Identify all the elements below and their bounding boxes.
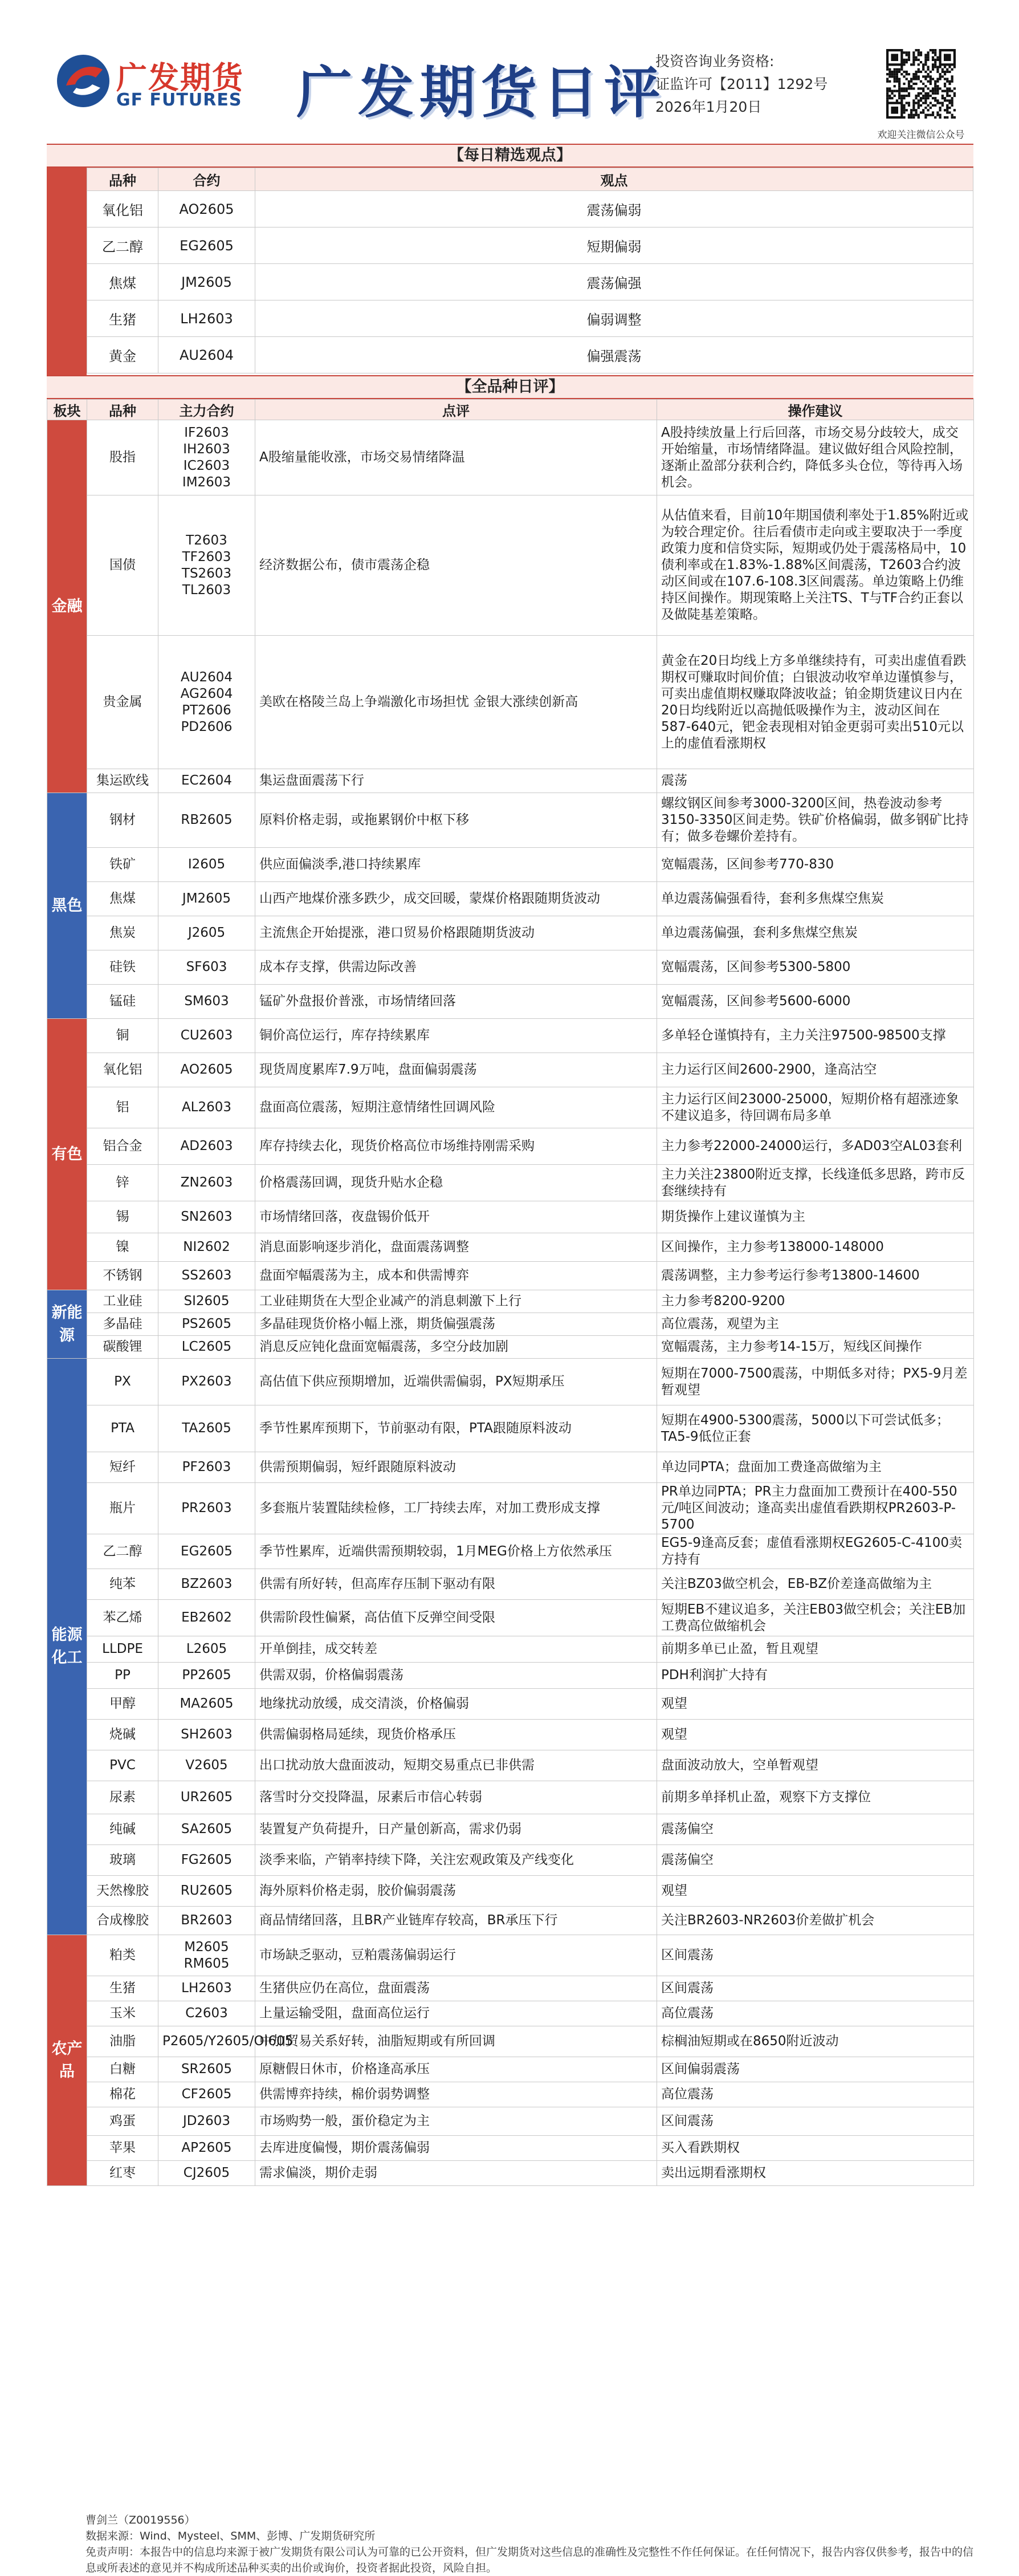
review-product: 锌 <box>87 1165 158 1201</box>
logo-chinese-name: 广发期货 <box>116 60 244 96</box>
review-row <box>47 1233 974 1262</box>
review-product: 工业硅 <box>87 1290 158 1313</box>
review-advice: 宽幅震荡，区间参考5300-5800 <box>657 950 974 985</box>
review-comment: 多套瓶片装置陆续检修，工厂持续去库，对加工费形成支撑 <box>255 1483 657 1534</box>
sector-label: 新能源 <box>47 1290 87 1359</box>
review-product: LLDPE <box>87 1636 158 1663</box>
daily-picks-header-row <box>87 168 973 191</box>
column-header: 点评 <box>255 400 657 420</box>
review-product: 乙二醇 <box>87 1534 158 1569</box>
review-advice: 主力参考22000-24000运行，多AD03空AL03套利 <box>657 1128 974 1165</box>
review-row <box>47 1128 974 1165</box>
review-product: 纯苯 <box>87 1569 158 1600</box>
daily-picks-title: 【每日精选观点】 <box>47 144 973 168</box>
review-row <box>47 1165 974 1201</box>
sector-label: 农产品 <box>47 1935 87 2186</box>
review-advice: 期货操作上建议谨慎为主 <box>657 1201 974 1233</box>
review-comment: 价格震荡回调，现货升贴水企稳 <box>255 1165 657 1201</box>
license-line: 投资咨询业务资格: <box>655 53 775 70</box>
review-contract: UR2605 <box>158 1781 255 1814</box>
review-advice: 宽幅震荡，主力参考14-15万，短线区间操作 <box>657 1336 974 1359</box>
review-comment: 山西产地煤价涨多跌少，成交回暖，蒙煤价格跟随期货波动 <box>255 882 657 916</box>
review-product: 玻璃 <box>87 1845 158 1876</box>
review-product: 镍 <box>87 1233 158 1262</box>
all-review-table <box>47 399 974 2186</box>
review-contract: SI2605 <box>158 1290 255 1313</box>
review-row <box>47 2082 974 2107</box>
review-contract: PR2603 <box>158 1483 255 1534</box>
pick-contract: AO2605 <box>158 191 255 227</box>
pick-row <box>87 264 973 300</box>
review-comment: 主流焦企开始提涨，港口贸易价格跟随期货波动 <box>255 916 657 950</box>
review-contract: I2605 <box>158 848 255 882</box>
review-product: 集运欧线 <box>87 769 158 793</box>
review-product: 股指 <box>87 420 158 495</box>
review-contract: BR2603 <box>158 1907 255 1935</box>
report-date: 2026年1月20日 <box>655 99 762 115</box>
all-review-title: 【全品种日评】 <box>47 375 973 399</box>
review-advice: 区间偏弱震荡 <box>657 2057 974 2082</box>
review-contract: SM603 <box>158 985 255 1019</box>
report-title: 广发期货日评 <box>296 60 666 125</box>
review-contract: RB2605 <box>158 793 255 848</box>
review-product: 白糖 <box>87 2057 158 2082</box>
pick-view: 震荡偏强 <box>255 264 973 300</box>
review-advice: 宽幅震荡，区间参考5600-6000 <box>657 985 974 1019</box>
sector-label: 能源化工 <box>47 1359 87 1935</box>
daily-picks-side-band <box>47 168 87 375</box>
review-product: 硅铁 <box>87 950 158 985</box>
review-row <box>47 1976 974 2001</box>
review-row <box>47 793 974 848</box>
review-advice: 高位震荡 <box>657 2082 974 2107</box>
review-contract: M2605 RM605 <box>158 1935 255 1976</box>
review-advice: PDH利润扩大持有 <box>657 1663 974 1689</box>
review-advice: 多单轻仓谨慎持有，主力关注97500-98500支撑 <box>657 1019 974 1053</box>
review-row <box>47 2161 974 2186</box>
review-comment: A股缩量能收涨，市场交易情绪降温 <box>255 420 657 495</box>
review-row <box>47 985 974 1019</box>
review-advice: 震荡偏空 <box>657 1845 974 1876</box>
review-comment: 海外原料价格走弱，胶价偏弱震荡 <box>255 1876 657 1907</box>
review-product: 油脂 <box>87 2026 158 2057</box>
sector-label: 黑色 <box>47 793 87 1019</box>
review-product: 合成橡胶 <box>87 1907 158 1935</box>
review-comment: 去库进度偏慢，期价震荡偏弱 <box>255 2136 657 2161</box>
review-row <box>47 420 974 495</box>
review-contract: AL2603 <box>158 1087 255 1128</box>
review-advice: 卖出远期看涨期权 <box>657 2161 974 2186</box>
review-comment: 供应面偏淡季,港口持续累库 <box>255 848 657 882</box>
review-contract: SR2605 <box>158 2057 255 2082</box>
pick-contract: JM2605 <box>158 264 255 300</box>
pick-product: 乙二醇 <box>87 227 158 264</box>
review-comment: 铜价高位运行，库存持续累库 <box>255 1019 657 1053</box>
review-row <box>47 1600 974 1636</box>
review-advice: 黄金在20日均线上方多单继续持有，可卖出虚值看跌期权可赚取时间价值；白银波动收窄单边谨慎参与，可卖出虚值期权赚取降波收益；铂金期货建议日内在20日均线附近以高抛低吸操作为主，波动区间在587-640元，钯金表现相对铂金更弱可卖出510元以上的虚值看涨期权 <box>657 636 974 769</box>
review-row <box>47 1313 974 1336</box>
review-product: PVC <box>87 1750 158 1781</box>
review-product: 贵金属 <box>87 636 158 769</box>
review-advice: 高位震荡，观望为主 <box>657 1313 974 1336</box>
review-advice: 主力运行区间23000-25000，短期价格有超涨迹象不建议追多，待回调布局多单 <box>657 1087 974 1128</box>
pick-row <box>87 227 973 264</box>
review-row <box>47 636 974 769</box>
review-contract: SA2605 <box>158 1814 255 1845</box>
review-advice: 前期多单择机止盈，观察下方支撑位 <box>657 1781 974 1814</box>
pick-product: 氧化铝 <box>87 191 158 227</box>
review-product: 多晶硅 <box>87 1313 158 1336</box>
pick-view: 偏强震荡 <box>255 337 973 373</box>
review-row <box>47 1290 974 1313</box>
review-advice: 关注BZ03做空机会，EB-BZ价差逢高做缩为主 <box>657 1569 974 1600</box>
gf-futures-logo <box>55 52 305 115</box>
review-advice: 区间操作，主力参考138000-148000 <box>657 1233 974 1262</box>
review-contract: EC2604 <box>158 769 255 793</box>
review-row <box>47 769 974 793</box>
review-contract: CU2603 <box>158 1019 255 1053</box>
review-comment: 季节性累库，近端供需预期较弱，1月MEG价格上方依然承压 <box>255 1534 657 1569</box>
review-advice: EG5-9逢高反套；虚值看涨期权EG2605-C-4100卖方持有 <box>657 1534 974 1569</box>
review-row <box>47 1452 974 1483</box>
review-contract: CF2605 <box>158 2082 255 2107</box>
review-contract: MA2605 <box>158 1689 255 1720</box>
review-product: 苯乙烯 <box>87 1600 158 1636</box>
review-advice: 高位震荡 <box>657 2001 974 2026</box>
review-product: 纯碱 <box>87 1814 158 1845</box>
review-row <box>47 1262 974 1290</box>
review-product: 苹果 <box>87 2136 158 2161</box>
review-contract: PP2605 <box>158 1663 255 1689</box>
review-product: 鸡蛋 <box>87 2107 158 2136</box>
review-product: 国债 <box>87 495 158 636</box>
review-advice: 从估值来看，目前10年期国债利率处于1.85%附近或为较合理定价。往后看债市走向或主要取决于一季度政策力度和信贷实际，短期或仍处于震荡格局中，10债利率或在1.83%-1.88%区间震荡，T2603合约波动区间或在107.6-108.3区间震荡。单边策略上仍维持区间操作。期现策略上关注TS、T与TF合约正套以及做陡基差策略。 <box>657 495 974 636</box>
review-advice: 单边震荡偏强看待，套利多焦煤空焦炭 <box>657 882 974 916</box>
review-comment: 多晶硅现货价格小幅上涨，期货偏强震荡 <box>255 1313 657 1336</box>
review-row <box>47 1201 974 1233</box>
review-comment: 季节性累库预期下，节前驱动有限，PTA跟随原料波动 <box>255 1405 657 1452</box>
review-row <box>47 1689 974 1720</box>
review-contract: CJ2605 <box>158 2161 255 2186</box>
review-advice: 观望 <box>657 1689 974 1720</box>
review-advice: 短期在7000-7500震荡，中期低多对待；PX5-9月差暂观望 <box>657 1359 974 1405</box>
column-header: 板块 <box>47 400 87 420</box>
review-contract: PS2605 <box>158 1313 255 1336</box>
review-advice: 螺纹钢区间参考3000-3200区间，热卷波动参考3150-3350区间走势。铁矿价格偏弱，做多钢矿比持有；做多卷螺价差持有。 <box>657 793 974 848</box>
footer-source: 数据来源：Wind、Mysteel、SMM、彭博、广发期货研究所 <box>85 2530 376 2542</box>
review-contract: AO2605 <box>158 1053 255 1087</box>
review-row <box>47 1087 974 1128</box>
review-row <box>47 1935 974 1976</box>
review-row <box>47 2136 974 2161</box>
review-comment: 供需有所好转，但高库存压制下驱动有限 <box>255 1569 657 1600</box>
review-advice: 主力关注23800附近支撑，长线逢低多思路，跨市反套继续持有 <box>657 1165 974 1201</box>
review-comment: 市场缺乏驱动，豆粕震荡偏弱运行 <box>255 1935 657 1976</box>
review-product: 铁矿 <box>87 848 158 882</box>
review-advice: 主力参考8200-9200 <box>657 1290 974 1313</box>
review-advice: 宽幅震荡，区间参考770-830 <box>657 848 974 882</box>
review-contract: NI2602 <box>158 1233 255 1262</box>
pick-contract: EG2605 <box>158 227 255 264</box>
review-contract: ZN2603 <box>158 1165 255 1201</box>
review-advice: 短期在4900-5300震荡，5000以下可尝试低多；TA5-9低位正套 <box>657 1405 974 1452</box>
all-review-header-row <box>47 400 974 420</box>
review-contract: AU2604 AG2604 PT2606 PD2606 <box>158 636 255 769</box>
review-advice: 盘面波动放大，空单暂观望 <box>657 1750 974 1781</box>
review-product: PTA <box>87 1405 158 1452</box>
pick-product: 生猪 <box>87 300 158 337</box>
review-product: 焦煤 <box>87 882 158 916</box>
review-comment: 工业硅期货在大型企业减产的消息刺激下上行 <box>255 1290 657 1313</box>
sector-label: 金融 <box>47 420 87 793</box>
review-row <box>47 1750 974 1781</box>
review-comment: 落雪时分交投降温，尿素后市信心转弱 <box>255 1781 657 1814</box>
review-row <box>47 1814 974 1845</box>
review-comment: 需求偏淡，期价走弱 <box>255 2161 657 2186</box>
column-header: 品种 <box>87 168 158 191</box>
review-contract: C2603 <box>158 2001 255 2026</box>
review-contract: T2603 TF2603 TS2603 TL2603 <box>158 495 255 636</box>
review-product: PX <box>87 1359 158 1405</box>
review-row <box>47 1907 974 1935</box>
review-row <box>47 1483 974 1534</box>
review-advice: 震荡 <box>657 769 974 793</box>
column-header: 操作建议 <box>657 400 974 420</box>
review-row <box>47 1569 974 1600</box>
review-product: 铜 <box>87 1019 158 1053</box>
review-row <box>47 1636 974 1663</box>
review-product: 铝合金 <box>87 1128 158 1165</box>
review-contract: PF2603 <box>158 1452 255 1483</box>
review-row <box>47 1336 974 1359</box>
review-contract: TA2605 <box>158 1405 255 1452</box>
review-row <box>47 2107 974 2136</box>
review-comment: 消息反应钝化盘面宽幅震荡，多空分歧加剧 <box>255 1336 657 1359</box>
review-advice: 关注BR2603-NR2603价差做扩机会 <box>657 1907 974 1935</box>
review-product: PP <box>87 1663 158 1689</box>
review-contract: EB2602 <box>158 1600 255 1636</box>
review-comment: 盘面窄幅震荡为主，成本和供需博弈 <box>255 1262 657 1290</box>
logo-english-name: GF FUTURES <box>116 90 242 110</box>
review-product: 生猪 <box>87 1976 158 2001</box>
pick-product: 黄金 <box>87 337 158 373</box>
review-product: 甲醇 <box>87 1689 158 1720</box>
review-product: 不锈钢 <box>87 1262 158 1290</box>
review-comment: 出口扰动放大盘面波动，短期交易重点已非供需 <box>255 1750 657 1781</box>
pick-view: 震荡偏弱 <box>255 191 973 227</box>
review-contract: AD2603 <box>158 1128 255 1165</box>
review-contract: IF2603 IH2603 IC2603 IM2603 <box>158 420 255 495</box>
review-comment: 原糖假日休市，价格逢高承压 <box>255 2057 657 2082</box>
review-comment: 消息面影响逐步消化，盘面震荡调整 <box>255 1233 657 1262</box>
review-product: 铝 <box>87 1087 158 1128</box>
review-contract: JM2605 <box>158 882 255 916</box>
review-advice: 买入看跌期权 <box>657 2136 974 2161</box>
pick-row <box>87 337 973 373</box>
review-comment: 高估值下供应预期增加，近端供需偏弱，PX短期承压 <box>255 1359 657 1405</box>
review-advice: 区间震荡 <box>657 2107 974 2136</box>
sector-label: 有色 <box>47 1019 87 1290</box>
column-header: 品种 <box>87 400 158 420</box>
review-row <box>47 2057 974 2082</box>
license-info <box>655 50 828 119</box>
review-row <box>47 1534 974 1569</box>
review-comment: 供需偏弱格局延续，现货价格承压 <box>255 1720 657 1750</box>
review-advice: 短期EB不建议追多，关注EB03做空机会；关注EB加工费高位做缩机会 <box>657 1600 974 1636</box>
review-product: 红枣 <box>87 2161 158 2186</box>
gf-logo-icon <box>55 52 112 109</box>
review-comment: 供需博弈持续，棉价弱势调整 <box>255 2082 657 2107</box>
review-contract: BZ2603 <box>158 1569 255 1600</box>
footer-author: 曹剑兰（Z0019556） <box>85 2514 195 2526</box>
review-comment: 中加贸易关系好转，油脂短期或有所回调 <box>255 2026 657 2057</box>
review-contract: JD2603 <box>158 2107 255 2136</box>
review-contract: PX2603 <box>158 1359 255 1405</box>
pick-contract: AU2604 <box>158 337 255 373</box>
review-contract: SN2603 <box>158 1201 255 1233</box>
review-advice: 区间震荡 <box>657 1935 974 1976</box>
review-advice: 观望 <box>657 1876 974 1907</box>
wechat-qr-code-icon[interactable] <box>886 49 956 119</box>
qr-caption: 欢迎关注微信公众号 <box>877 129 965 141</box>
review-comment: 美欧在格陵兰岛上争端激化市场担忧 金银大涨续创新高 <box>255 636 657 769</box>
review-advice: 主力运行区间2600-2900，逢高沽空 <box>657 1053 974 1087</box>
review-row <box>47 916 974 950</box>
column-header: 主力合约 <box>158 400 255 420</box>
review-comment: 市场情绪回落，夜盘锡价低开 <box>255 1201 657 1233</box>
review-contract: P2605/Y2605/OI605 <box>158 2026 255 2057</box>
review-contract: SH2603 <box>158 1720 255 1750</box>
review-comment: 盘面高位震荡，短期注意情绪性回调风险 <box>255 1087 657 1128</box>
review-product: 玉米 <box>87 2001 158 2026</box>
review-row <box>47 848 974 882</box>
review-comment: 生猪供应仍在高位，盘面震荡 <box>255 1976 657 2001</box>
review-advice: 单边同PTA；盘面加工费逢高做缩为主 <box>657 1452 974 1483</box>
column-header: 观点 <box>255 168 973 191</box>
review-comment: 商品情绪回落，且BR产业链库存较高，BR承压下行 <box>255 1907 657 1935</box>
review-comment: 供需阶段性偏紧，高估值下反弹空间受限 <box>255 1600 657 1636</box>
review-contract: SS2603 <box>158 1262 255 1290</box>
review-comment: 集运盘面震荡下行 <box>255 769 657 793</box>
review-row <box>47 2026 974 2057</box>
review-row <box>47 882 974 916</box>
review-comment: 地缘扰动放缓，成交清淡，价格偏弱 <box>255 1689 657 1720</box>
review-product: 锡 <box>87 1201 158 1233</box>
review-advice: 单边震荡偏强，套利多焦煤空焦炭 <box>657 916 974 950</box>
review-contract: SF603 <box>158 950 255 985</box>
review-advice: A股持续放量上行后回落，市场交易分歧较大，成交开始缩量，市场情绪降温。建议做好组合风险控制，逐渐止盈部分获利合约，降低多头仓位，等待再入场机会。 <box>657 420 974 495</box>
report-header <box>0 0 1019 143</box>
review-row <box>47 1720 974 1750</box>
pick-product: 焦煤 <box>87 264 158 300</box>
column-header: 合约 <box>158 168 255 191</box>
review-product: 粕类 <box>87 1935 158 1976</box>
review-product: 氧化铝 <box>87 1053 158 1087</box>
review-contract: EG2605 <box>158 1534 255 1569</box>
review-comment: 装置复产负荷提升，日产量创新高，需求仍弱 <box>255 1814 657 1845</box>
review-contract: AP2605 <box>158 2136 255 2161</box>
review-comment: 库存持续去化，现货价格高位市场维持刚需采购 <box>255 1128 657 1165</box>
review-row <box>47 1781 974 1814</box>
review-row <box>47 1663 974 1689</box>
review-advice: PR单边同PTA；PR主力盘面加工费预计在400-550元/吨区间波动；逢高卖出虚值看跌期权PR2603-P-5700 <box>657 1483 974 1534</box>
review-advice: 棕榈油短期或在8650附近波动 <box>657 2026 974 2057</box>
review-contract: RU2605 <box>158 1876 255 1907</box>
review-product: 烧碱 <box>87 1720 158 1750</box>
pick-row <box>87 300 973 337</box>
review-product: 棉花 <box>87 2082 158 2107</box>
pick-row <box>87 191 973 227</box>
review-contract: J2605 <box>158 916 255 950</box>
review-comment: 淡季来临，产销率持续下降，关注宏观政策及产线变化 <box>255 1845 657 1876</box>
pick-view: 偏弱调整 <box>255 300 973 337</box>
review-contract: FG2605 <box>158 1845 255 1876</box>
review-row <box>47 1053 974 1087</box>
review-comment: 市场购势一般，蛋价稳定为主 <box>255 2107 657 2136</box>
review-contract: LH2603 <box>158 1976 255 2001</box>
review-contract: L2605 <box>158 1636 255 1663</box>
review-row <box>47 495 974 636</box>
review-advice: 前期多单已止盈，暂且观望 <box>657 1636 974 1663</box>
pick-contract: LH2603 <box>158 300 255 337</box>
review-comment: 锰矿外盘报价普涨，市场情绪回落 <box>255 985 657 1019</box>
review-contract: LC2605 <box>158 1336 255 1359</box>
review-comment: 上量运输受阻，盘面高位运行 <box>255 2001 657 2026</box>
review-product: 锰硅 <box>87 985 158 1019</box>
review-row <box>47 1845 974 1876</box>
review-row <box>47 2001 974 2026</box>
review-contract: V2605 <box>158 1750 255 1781</box>
review-row <box>47 1405 974 1452</box>
review-comment: 开单倒挂，成交转差 <box>255 1636 657 1663</box>
footer <box>85 2512 975 2576</box>
review-product: 焦炭 <box>87 916 158 950</box>
review-product: 钢材 <box>87 793 158 848</box>
review-product: 尿素 <box>87 1781 158 1814</box>
review-comment: 成本存支撑，供需边际改善 <box>255 950 657 985</box>
review-comment: 供需预期偏弱，短纤跟随原料波动 <box>255 1452 657 1483</box>
review-advice: 区间震荡 <box>657 1976 974 2001</box>
review-comment: 供需双弱，价格偏弱震荡 <box>255 1663 657 1689</box>
review-comment: 经济数据公布，债市震荡企稳 <box>255 495 657 636</box>
review-row <box>47 1876 974 1907</box>
review-product: 天然橡胶 <box>87 1876 158 1907</box>
pick-view: 短期偏弱 <box>255 227 973 264</box>
review-comment: 现货周度累库7.9万吨，盘面偏弱震荡 <box>255 1053 657 1087</box>
review-advice: 观望 <box>657 1720 974 1750</box>
footer-disclaimer: 免责声明：本报告中的信息均来源于被广发期货有限公司认为可靠的已公开资料，但广发期货对这些信息的准确性及完整性不作任何保证。在任何情况下，报告内容仅供参考，报告中的信息或所表述的意见并不构成所述品种买卖的出价或询价，投资者据此投资，风险自担。 <box>85 2546 974 2574</box>
review-row <box>47 1359 974 1405</box>
review-advice: 震荡偏空 <box>657 1814 974 1845</box>
review-row <box>47 950 974 985</box>
review-product: 短纤 <box>87 1452 158 1483</box>
review-product: 碳酸锂 <box>87 1336 158 1359</box>
review-advice: 震荡调整，主力参考运行参考13800-14600 <box>657 1262 974 1290</box>
daily-picks-table <box>87 168 973 373</box>
review-product: 瓶片 <box>87 1483 158 1534</box>
license-line: 证监许可【2011】1292号 <box>655 76 828 92</box>
review-row <box>47 1019 974 1053</box>
review-comment: 原料价格走弱，或拖累钢价中枢下移 <box>255 793 657 848</box>
